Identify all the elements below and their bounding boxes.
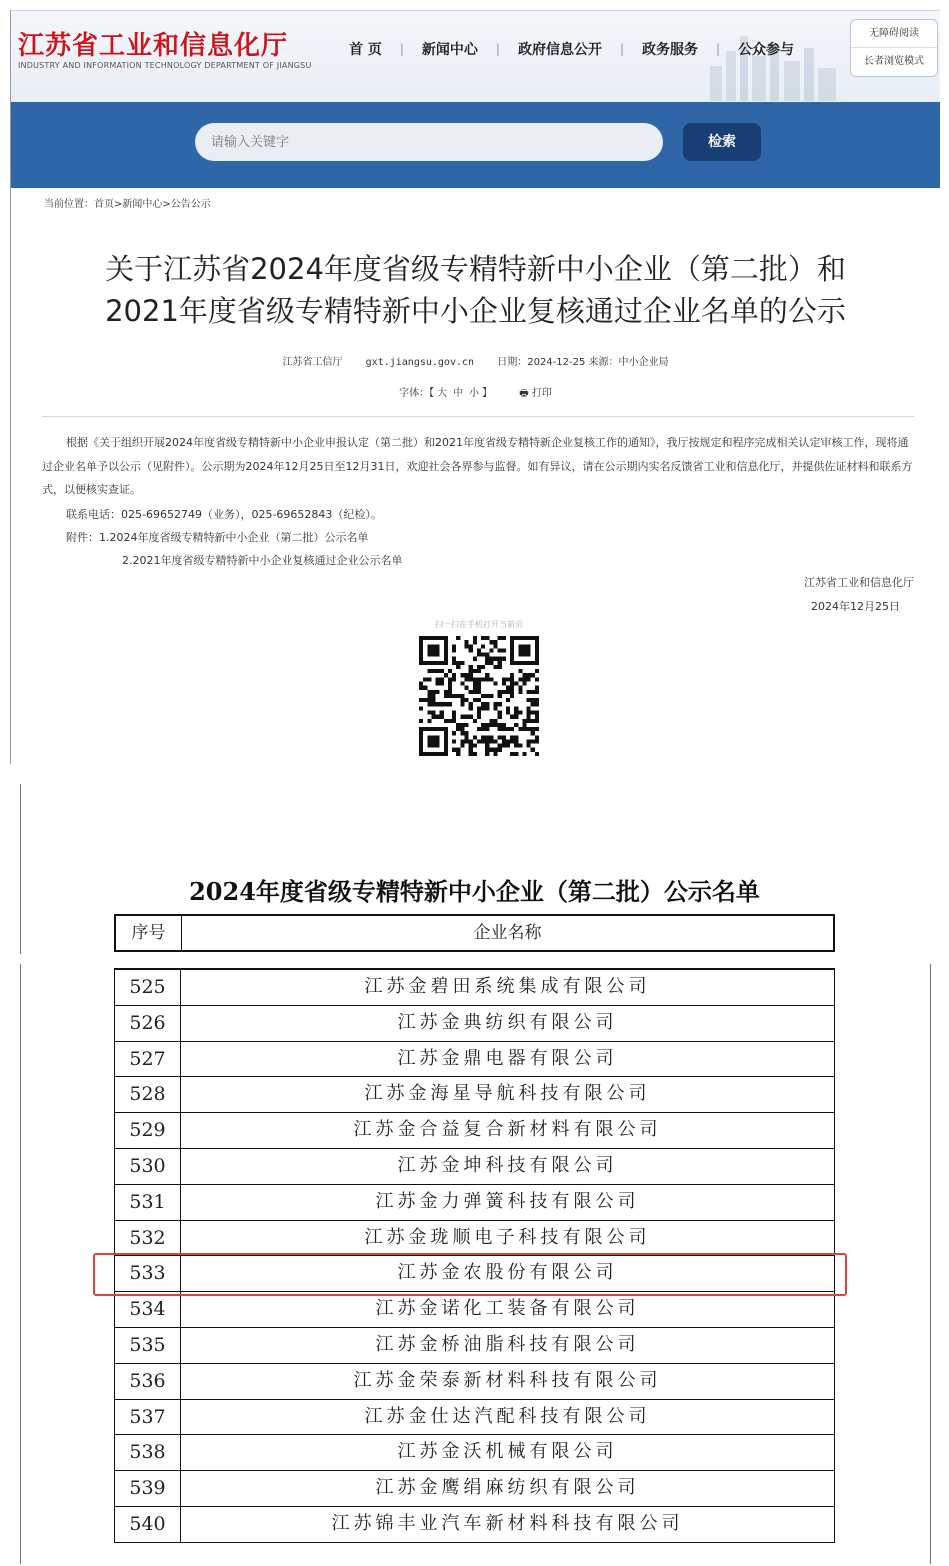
breadcrumb-sep: > bbox=[162, 199, 171, 210]
company-name: 江苏金珑顺电子科技有限公司 bbox=[364, 1226, 651, 1248]
company-name: 江苏金碧田系统集成有限公司 bbox=[364, 976, 651, 997]
font-large-button[interactable]: 大 bbox=[437, 388, 448, 399]
main-nav bbox=[331, 39, 812, 59]
company-name: 江苏金仕达汽配科技有限公司 bbox=[364, 1405, 651, 1427]
company-name: 江苏金农股份有限公司 bbox=[397, 1262, 618, 1284]
article-domain: gxt.jiangsu.gov.cn bbox=[365, 357, 475, 368]
company-name: 江苏金合益复合新材料有限公司 bbox=[353, 1119, 662, 1141]
column-header-no: 序号 bbox=[116, 916, 182, 950]
table-row bbox=[114, 1006, 835, 1042]
row-number: 540 bbox=[115, 1507, 181, 1542]
list-title: 2024年度省级专精特新中小企业（第二批）公示名单 bbox=[189, 877, 760, 906]
nav-separator: | bbox=[495, 42, 500, 56]
site-header bbox=[11, 10, 940, 103]
company-name: 江苏金荣泰新材料科技有限公司 bbox=[353, 1369, 662, 1391]
table-row bbox=[114, 1042, 835, 1078]
nav-separator: | bbox=[399, 42, 404, 56]
table-row bbox=[114, 1149, 835, 1185]
row-number: 535 bbox=[115, 1328, 181, 1363]
row-number: 533 bbox=[115, 1256, 181, 1291]
row-number: 531 bbox=[115, 1185, 181, 1220]
row-number: 525 bbox=[115, 970, 181, 1005]
search-button[interactable]: 检索 bbox=[683, 123, 761, 161]
row-number: 534 bbox=[115, 1292, 181, 1327]
qr-code-icon bbox=[419, 636, 539, 756]
row-number: 536 bbox=[115, 1364, 181, 1399]
breadcrumb bbox=[44, 195, 211, 210]
row-number: 537 bbox=[115, 1400, 181, 1435]
table-row bbox=[114, 1328, 835, 1364]
row-number: 526 bbox=[115, 1006, 181, 1041]
list-table-header bbox=[114, 914, 835, 952]
breadcrumb-home[interactable]: 首页 bbox=[94, 199, 114, 210]
web-page-screenshot bbox=[10, 10, 940, 764]
article-title-line1: 关于江苏省2024年度省级专精特新中小企业（第二批）和 bbox=[105, 252, 846, 286]
qr-caption: 扫一扫在手机打开当前页 bbox=[435, 620, 523, 629]
skyline-icon bbox=[700, 26, 850, 101]
table-row bbox=[114, 1221, 835, 1257]
table-row bbox=[114, 1077, 835, 1113]
nav-news[interactable]: 新闻中心 bbox=[421, 42, 478, 58]
accessible-reading-button[interactable]: 无障碍阅读 bbox=[869, 28, 919, 39]
divider bbox=[42, 416, 914, 417]
site-logo-cn[interactable]: 江苏省工业和信息化厅 bbox=[18, 31, 289, 61]
elder-mode-button[interactable]: 长者浏览模式 bbox=[851, 47, 937, 75]
search-input[interactable] bbox=[195, 123, 663, 161]
nav-home[interactable]: 首 页 bbox=[349, 42, 382, 58]
table-row bbox=[114, 1507, 835, 1543]
breadcrumb-label: 当前位置： bbox=[44, 199, 94, 210]
row-number: 528 bbox=[115, 1077, 181, 1112]
article-signer: 江苏省工业和信息化厅 bbox=[804, 576, 914, 589]
row-number: 527 bbox=[115, 1042, 181, 1077]
company-name: 江苏金鼎电器有限公司 bbox=[397, 1047, 618, 1069]
table-row bbox=[114, 1185, 835, 1221]
company-name: 江苏金海星导航科技有限公司 bbox=[364, 1083, 651, 1105]
article-source: 江苏省工信厅 bbox=[282, 357, 343, 368]
font-medium-button[interactable]: 中 bbox=[453, 388, 464, 399]
column-header-name: 企业名称 bbox=[473, 923, 542, 943]
breadcrumb-notice[interactable]: 公告公示 bbox=[170, 199, 211, 210]
font-size-control bbox=[11, 384, 940, 403]
font-close: 】 bbox=[482, 388, 493, 399]
row-number: 532 bbox=[115, 1221, 181, 1256]
row-number: 539 bbox=[115, 1471, 181, 1506]
print-button[interactable] bbox=[519, 388, 552, 399]
article-contact: 联系电话：025-69652749（业务），025-69652843（纪检）。 bbox=[66, 508, 382, 521]
print-label: 打印 bbox=[531, 388, 552, 399]
table-row bbox=[114, 1113, 835, 1149]
article-attachment-1[interactable]: 附件：1.2024年度省级专精特新中小企业（第二批）公示名单 bbox=[66, 531, 369, 544]
company-name: 江苏金桥油脂科技有限公司 bbox=[375, 1333, 640, 1355]
article-title bbox=[11, 248, 940, 332]
article-attachment-2[interactable]: 2.2021年度省级专精特新中小企业复核通过企业公示名单 bbox=[122, 554, 403, 567]
font-small-button[interactable]: 小 bbox=[469, 388, 480, 399]
table-row bbox=[114, 1292, 835, 1328]
printer-icon: 🖶 bbox=[519, 388, 529, 399]
font-label: 字体：【 bbox=[399, 388, 435, 399]
company-name: 江苏锦丰业汽车新材料科技有限公司 bbox=[331, 1512, 684, 1534]
highlight-box bbox=[93, 1253, 847, 1296]
row-number: 529 bbox=[115, 1113, 181, 1148]
table-row bbox=[114, 1435, 835, 1471]
accessibility-box bbox=[850, 19, 938, 77]
table-row bbox=[114, 1400, 835, 1436]
nav-public[interactable]: 公众参与 bbox=[738, 42, 795, 58]
article-title-line2: 2021年度省级专精特新中小企业复核通过企业名单的公示 bbox=[105, 294, 846, 328]
company-name: 江苏金沃机械有限公司 bbox=[397, 1441, 618, 1463]
nav-separator: | bbox=[619, 42, 625, 56]
article-sign-date: 2024年12月25日 bbox=[811, 600, 900, 613]
nav-services[interactable]: 政务服务 bbox=[642, 42, 699, 58]
row-number: 530 bbox=[115, 1149, 181, 1184]
table-row bbox=[114, 1364, 835, 1400]
site-logo-en: INDUSTRY AND INFORMATION TECHNOLOGY DEPARTMENT OF JIANGSU bbox=[18, 61, 312, 70]
table-row bbox=[114, 1471, 835, 1507]
breadcrumb-news[interactable]: 新闻中心 bbox=[122, 199, 163, 210]
company-name: 江苏金典纺织有限公司 bbox=[397, 1011, 618, 1033]
nav-separator: | bbox=[716, 42, 721, 56]
nav-gov-info[interactable]: 政府信息公开 bbox=[517, 42, 602, 58]
table-row bbox=[114, 970, 835, 1006]
article-meta bbox=[11, 353, 940, 368]
company-name: 江苏金诺化工装备有限公司 bbox=[375, 1298, 640, 1320]
search-band bbox=[11, 102, 940, 188]
company-name: 江苏金力弹簧科技有限公司 bbox=[375, 1190, 640, 1212]
article-body: 根据《关于组织开展2024年度省级专精特新中小企业申报认定（第二批）和2021年度省级专精特新企业复核工作的通知》，我厅按规定和程序完成相关认定审核工作，现将通过企业名单予以公示（见附件）。公示期为2024年12月25日至12月31日，欢迎社会各界参与监督。如有异议，请在公示期内实名反馈省工业和信息化厅，并提供佐证材料和联系方式，以便核实查证。 bbox=[42, 436, 913, 496]
row-number: 538 bbox=[115, 1435, 181, 1470]
breadcrumb-sep: > bbox=[114, 199, 123, 210]
company-name: 江苏金鹰绢麻纺织有限公司 bbox=[375, 1477, 640, 1499]
article-date-source: 日期：2024-12-25 来源：中小企业局 bbox=[497, 357, 669, 368]
company-name: 江苏金坤科技有限公司 bbox=[397, 1154, 618, 1176]
